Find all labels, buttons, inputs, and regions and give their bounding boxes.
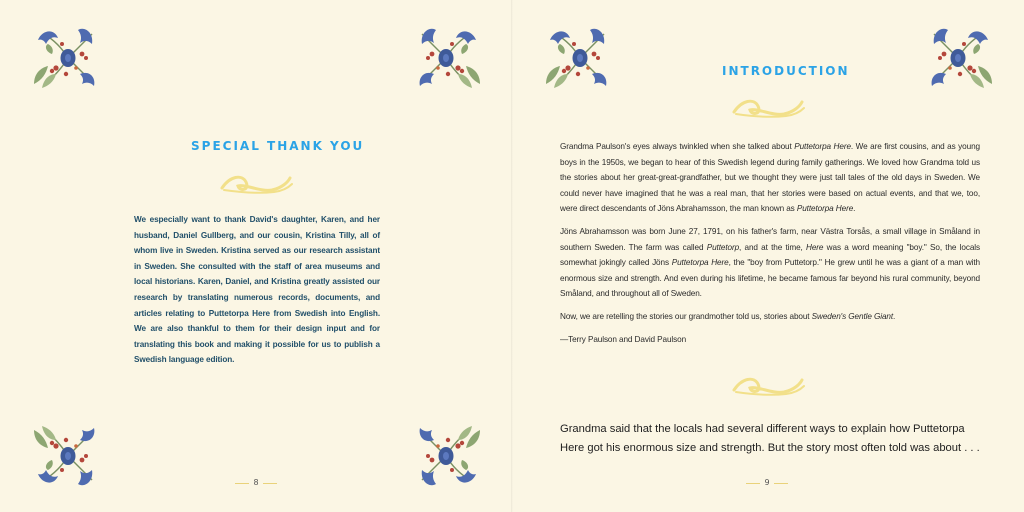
folk-floral-corner-icon: [416, 24, 482, 90]
swash-flourish-icon: [216, 170, 296, 198]
text-run: Jöns Abrahamsson was born June 27, 1791, on his father's farm, near Västra Torsås, a small village in Småland in southern Sweden. The farm was called: [560, 226, 980, 252]
folk-floral-corner-icon: [928, 24, 994, 90]
book-title-italic: Puttetorpa Here: [796, 204, 854, 214]
closing-paragraph: Grandma said that the locals had several different ways to explain how Puttetorpa Here got his enormous size and strength. But the story most often told was about . . .: [560, 423, 980, 454]
folk-floral-corner-icon: [32, 24, 98, 90]
page-number-right: [742, 476, 792, 490]
page-number-label: 8: [253, 478, 259, 487]
subtitle-italic: Sweden's Gentle Giant: [811, 311, 894, 321]
authors-signature: —Terry Paulson and David Paulson: [560, 334, 687, 344]
folk-floral-corner-icon: [32, 424, 98, 490]
text-run: Now, we are retelling the stories our grandmother told us, stories about: [560, 311, 812, 321]
introduction-heading: INTRODUCTION: [722, 64, 850, 78]
special-thanks-heading: SPECIAL THANK YOU: [191, 139, 365, 153]
swash-flourish-icon: [728, 372, 808, 400]
folk-floral-corner-icon: [544, 24, 610, 90]
word-italic: Here: [806, 242, 824, 252]
swash-flourish-icon: [728, 94, 808, 122]
text-run: .: [893, 311, 896, 321]
folio-dash: [774, 483, 788, 484]
page-number-label: 9: [764, 478, 770, 487]
farm-name-italic: Puttetorp: [706, 242, 740, 252]
book-title-italic: Puttetorpa Here: [794, 142, 851, 151]
intro-paragraph-1: [560, 139, 980, 217]
introduction-text: [560, 139, 980, 354]
intro-paragraph-3: [560, 309, 980, 325]
thanks-paragraph: We especially want to thank David's daughter, Karen, and her husband, Daniel Gullberg, and our cousin, Kristina Tilly, all of whom live in Sweden. Kristina served as our research assistant in Sweden. She consulted with the staff of area museums and local historians. Karen, Daniel, and Kristina greatly assisted our research by translating numerous records, documents, and articles relating to Puttetorpa Here from Swedish into English. We are also thankful to them for their design input and for translating this book and making it possible for us to publish a Swedish language edition.: [134, 215, 380, 365]
folk-floral-corner-icon: [416, 424, 482, 490]
text-run: Grandma Paulson's eyes always twinkled when she talked about: [560, 142, 795, 151]
text-run: , the "boy from Puttetorp." He grew until he was a giant of a man with enormous size and strength. And even during his lifetime, he became famous far beyond his rural community, beyond Småland, and throughout all of Sweden.: [560, 258, 980, 299]
book-title-italic: Puttetorpa Here: [671, 258, 729, 268]
text-run: was a word meaning "boy." So, the locals somewhat jokingly called Jöns: [560, 242, 980, 268]
folio-dash: [263, 483, 277, 484]
page-number-left: [231, 476, 281, 490]
text-run: . We are first cousins, and as young boys in the 1950s, we began to hear of this Swedish legend during family gatherings. We loved how Grandma told us the stories about her great-great-grandfather, but we thought they were just tall tales of the old days in Sweden. We could never have imagined that he was a real man, that her stories were based on actual events, and that we, too, were direct descendants of Jöns Abrahamsson, the man known as: [560, 142, 980, 214]
text-run: .: [853, 204, 856, 214]
intro-paragraph-2: [560, 224, 980, 302]
text-run: , and at the time,: [739, 242, 807, 252]
